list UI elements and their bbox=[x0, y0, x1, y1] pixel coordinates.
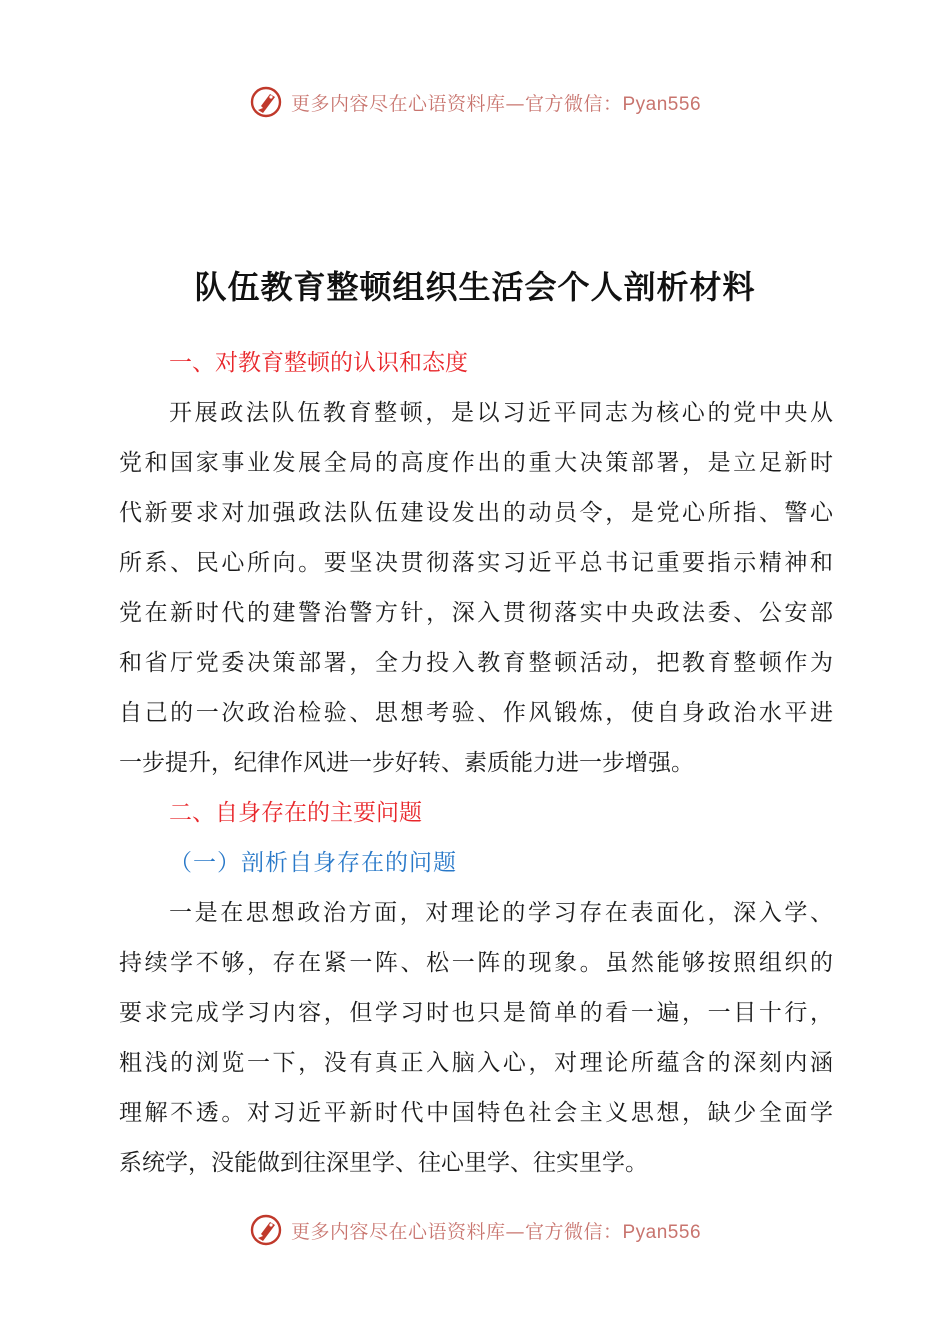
document-body bbox=[119, 338, 833, 1188]
section2-paragraph bbox=[119, 888, 833, 1188]
pen-nib-logo-icon bbox=[249, 1213, 283, 1247]
section1-heading: 一、对教育整顿的认识和态度 bbox=[169, 350, 468, 376]
section2-subheading: （一）剖析自身存在的问题 bbox=[169, 850, 457, 876]
document-title: 队伍教育整顿组织生活会个人剖析材料 bbox=[194, 268, 756, 306]
paragraph-line: 自己的一次政治检验、思想考验、作风锻炼，使自身政治水平进 bbox=[119, 700, 833, 726]
paragraph-line: 党和国家事业发展全局的高度作出的重大决策部署，是立足新时 bbox=[119, 450, 833, 476]
paragraph-line: 要求完成学习内容，但学习时也只是简单的看一遍，一目十行， bbox=[119, 1000, 833, 1026]
watermark-banner-bottom bbox=[0, 1210, 950, 1250]
paragraph-line: 党在新时代的建警治警方针，深入贯彻落实中央政法委、公安部 bbox=[119, 600, 833, 626]
watermark-text bbox=[291, 1217, 701, 1244]
section1-paragraph bbox=[119, 388, 833, 788]
section2-heading: 二、自身存在的主要问题 bbox=[169, 800, 422, 826]
paragraph-line: 持续学不够，存在紧一阵、松一阵的现象。虽然能够按照组织的 bbox=[119, 950, 833, 976]
paragraph-line: 系统学，没能做到往深里学、往心里学、往实里学。 bbox=[119, 1150, 648, 1176]
pen-nib-logo-icon bbox=[249, 85, 283, 119]
watermark-prefix: 更多内容尽在心语资料库—官方微信： bbox=[290, 1220, 623, 1243]
paragraph-line: 和省厅党委决策部署，全力投入教育整顿活动，把教育整顿作为 bbox=[119, 650, 833, 676]
paragraph-line: 理解不透。对习近平新时代中国特色社会主义思想，缺少全面学 bbox=[119, 1100, 833, 1126]
watermark-text bbox=[291, 89, 701, 116]
paragraph-line: 一步提升，纪律作风进一步好转、素质能力进一步增强。 bbox=[119, 750, 694, 776]
watermark-wechat-id: Pyan556 bbox=[622, 1221, 702, 1243]
paragraph-line: 开展政法队伍教育整顿，是以习近平同志为核心的党中央从 bbox=[169, 400, 833, 426]
paragraph-line: 所系、民心所向。要坚决贯彻落实习近平总书记重要指示精神和 bbox=[119, 550, 833, 576]
watermark-banner-top bbox=[0, 82, 950, 122]
watermark-prefix: 更多内容尽在心语资料库—官方微信： bbox=[290, 92, 623, 115]
paragraph-line: 粗浅的浏览一下，没有真正入脑入心，对理论所蕴含的深刻内涵 bbox=[119, 1050, 833, 1076]
paragraph-line: 代新要求对加强政法队伍建设发出的动员令，是党心所指、警心 bbox=[119, 500, 833, 526]
watermark-wechat-id: Pyan556 bbox=[622, 93, 702, 115]
paragraph-line: 一是在思想政治方面，对理论的学习存在表面化，深入学、 bbox=[169, 900, 833, 926]
